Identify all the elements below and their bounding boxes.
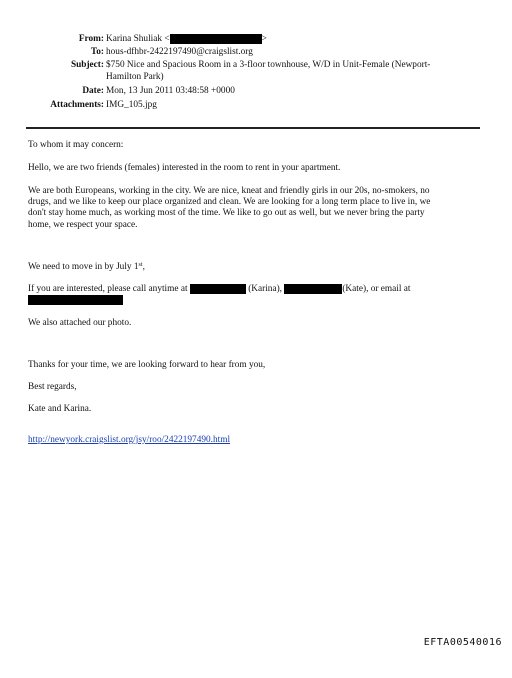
contact-paragraph: [28, 284, 480, 307]
move-in-suffix: ,: [142, 262, 145, 272]
from-label: From:: [78, 34, 104, 44]
attachment-file[interactable]: IMG_105.jpg: [106, 100, 157, 110]
paragraph-line: home, we respect your space.: [28, 219, 138, 230]
intro-paragraph: Hello, we are two friends (females) interested in the room to rent in your apartment.: [28, 163, 341, 173]
description-paragraph: [28, 186, 480, 231]
signature: Kate and Karina.: [28, 404, 92, 414]
to-value: hous-dfhbr-2422197490@craigslist.org: [106, 47, 253, 57]
contact-karina: (Karina),: [248, 284, 282, 295]
subject-label: Subject:: [70, 60, 104, 70]
subject-line-1: $750 Nice and Spacious Room in a 3-floor townhouse, W/D in Unit-Female (Newport-: [106, 60, 431, 70]
photo-note: We also attached our photo.: [28, 318, 132, 328]
redacted-phone-kate: [284, 284, 342, 294]
attachments-label: Attachments:: [50, 100, 104, 110]
craigslist-link[interactable]: http://newyork.craigslist.org/jsy/roo/2422197490.html: [28, 435, 231, 445]
move-in-sup: st: [138, 262, 143, 268]
paragraph-line: We are both Europeans, working in the city. We are nice, kneat and friendly girls in our 20s, no-smokers, no: [28, 186, 430, 196]
move-in-line: [28, 262, 480, 273]
paragraph-line: drugs, and we like to keep our place organized and clean. We are looking for a long term place to live in, we: [28, 197, 431, 208]
date-value: Mon, 13 Jun 2011 03:48:58 +0000: [106, 86, 235, 96]
redacted-email-contact: [28, 295, 123, 305]
contact-prefix: If you are interested, please call anytime at: [28, 284, 188, 295]
redacted-phone-karina: [190, 284, 246, 294]
from-name: Karina Shuliak <: [106, 34, 170, 44]
thanks-line: Thanks for your time, we are looking forward to hear from you,: [28, 360, 266, 370]
subject-line-2: Hamilton Park): [106, 72, 164, 82]
date-label: Date:: [82, 86, 104, 96]
move-in-text: We need to move in by July 1: [28, 262, 139, 272]
salutation: To whom it may concern:: [28, 140, 124, 150]
contact-kate: (Kate), or email at: [342, 284, 411, 295]
to-label: To:: [90, 47, 104, 57]
regards-line: Best regards,: [28, 382, 77, 392]
document-id: EFTA00540016: [423, 637, 502, 648]
redacted-email-from: [170, 34, 262, 44]
header-divider: [26, 127, 480, 129]
from-close: >: [261, 34, 267, 44]
paragraph-line: don't stay home much, as working most of the time. We like to go out as well, but we never bring the party: [28, 208, 425, 219]
